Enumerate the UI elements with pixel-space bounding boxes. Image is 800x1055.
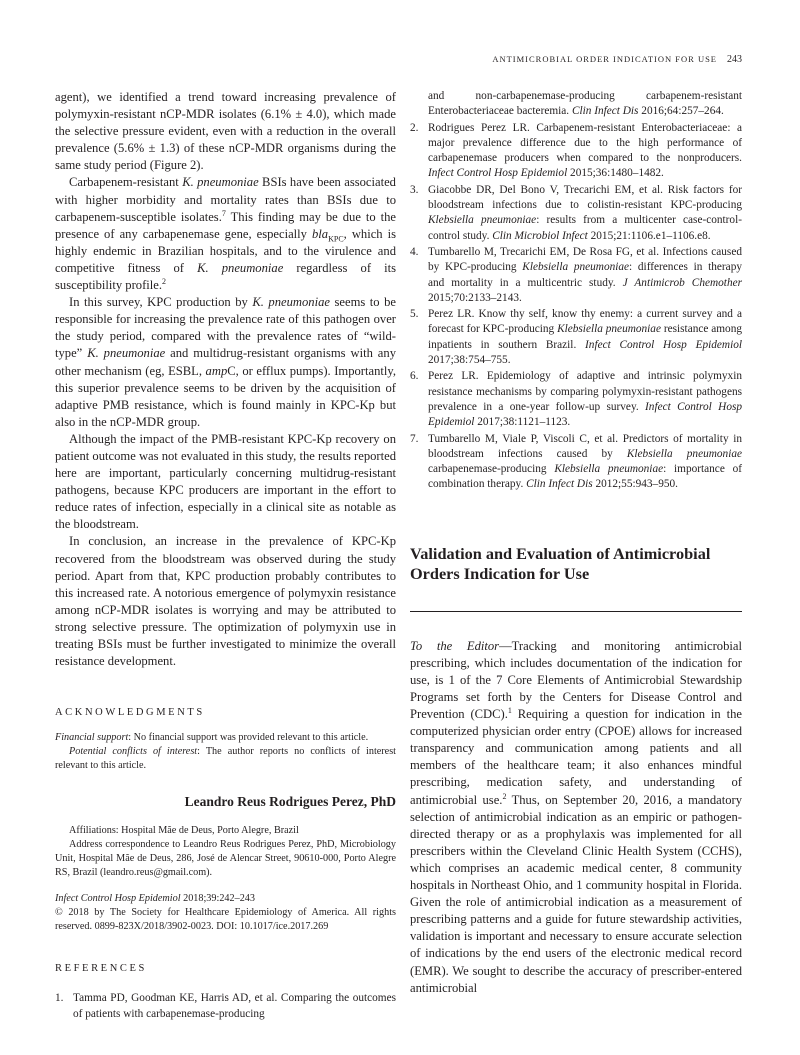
text-run: : The author reports no conflicts of interest relevant to this article. (55, 746, 397, 772)
text-run: 1 (507, 705, 512, 715)
reference-item: 3. Giacobbe DR, Del Bono V, Trecarichi EM, et al. Risk factors for bloodstream infections due to colistin-resistant KPC-producing Klebsiella pneumoniae: results from a multicenter case-control-control study. Clin Microbiol Infect 2015;21:1106.e1–1106.e8. (410, 183, 742, 242)
text-run: Rodrigues Perez LR. Carbapenem-resistant Enterobacteriaceae: a major prevalence difference due to the high performance of carbapenemase producers when compared to the nonproducers. (428, 121, 742, 165)
text-run: resistance among inpatients in southern Brazil. (428, 323, 742, 351)
right-column (410, 89, 742, 997)
body-paragraph (55, 431, 396, 534)
text-run: : importance of combination therapy. (428, 463, 743, 491)
journal-citation (55, 892, 396, 906)
acknowledgments-heading: ACKNOWLEDGMENTS (55, 707, 205, 719)
text-run: and non-carbapenemase-producing carbapenem-resistant Enterobacteriaceae bacteremia. (428, 90, 742, 118)
letter-body (410, 638, 742, 997)
text-run: Clin Infect Dis (571, 105, 639, 118)
body-paragraph (55, 294, 396, 431)
text-run: agent), we identified a trend toward increasing prevalence of polymyxin-resistant nCP-MDR isolates (6.1% ± 4.0), which made the selective pressure evident, even with a reduction in the overall prevalence (5.6% ± 1.3) of these nCP-MDR organisms during the same study period (Figure 2). (55, 90, 396, 173)
text-run: Requiring a question for indication in the computerized physician order entry (CPOE) allows for increased transparency and communication among patients and all members of the healthcare team; it also enhances mindful prescribing, medication safety, and understanding of antimicrobial use. (410, 707, 742, 807)
body-paragraph (55, 89, 396, 174)
text-run: © 2018 by The Society for Healthcare Epidemiology of America. All rights reserved. 0899-823X/2018/3902-0023. DOI: 10.1017/ice.2017.269 (55, 907, 396, 933)
text-run: To the Editor (410, 638, 500, 653)
affiliations (55, 824, 396, 838)
text-run: Infect Control Hosp Epidemiol (585, 338, 742, 351)
left-column (55, 89, 396, 1023)
text-run: K. pneumoniae (197, 260, 284, 275)
text-run: : No financial support was provided relevant to this article. (128, 732, 369, 744)
text-run: Clin Infect Dis (526, 478, 593, 491)
reference-item: 4. Tumbarello M, Trecarichi EM, De Rosa FG, et al. Infections caused by KPC-producing Klebsiella pneumoniae: differences in therapy and mortality in a multicentric study. J Antimicrob Chemother 2015;70:2133–2143. (410, 245, 743, 304)
author-name: Leandro Reus Rodrigues Perez, PhD (184, 794, 396, 810)
title-divider (410, 611, 742, 612)
text-run: Klebsiella pneumoniae (557, 323, 661, 336)
text-run: Infect Control Hosp Epidemiol (428, 400, 743, 429)
reference-text (73, 992, 396, 1019)
text-run: : differences in therapy and mortality in a multicentric study. (428, 261, 742, 289)
text-run: Affiliations: Hospital Mãe de Deus, Porto Alegre, Brazil (69, 825, 299, 837)
text-run: regardless of its susceptibility profile. (55, 260, 396, 293)
text-run: Financial support (55, 732, 129, 744)
text-run: Potential conflicts of interest (69, 746, 198, 758)
copyright (55, 906, 396, 934)
text-run: In this survey, KPC production by (69, 295, 253, 310)
text-run: K. pneumoniae (252, 295, 330, 310)
reference-item: 6. Perez LR. Epidemiology of adaptive and intrinsic polymyxin resistance mechanisms by comparing polymyxin-resistant pathogens prevalence in a one-year follow-up survey. Infect Control Hosp Epidemiol 2017;38:1121–1123. (410, 370, 743, 429)
text-run: Address correspondence to Leandro Reus Rodrigues Perez, PhD, Microbiology Unit, Hospital Mãe de Deus, 286, José de Alencar Street, 90610-000, Porto Alegre RS, Brazil (leandro.reus@gmail.com). (55, 839, 396, 879)
text-run: Giacobbe DR, Del Bono V, Trecarichi EM, et al. Risk factors for bloodstream infections due to colistin-resistant KPC-producing (428, 183, 742, 212)
reference-item: 1. Tamma PD, Goodman KE, Harris AD, et al. Comparing the outcomes of patients with carbapenemase-producing (55, 992, 396, 1020)
body-paragraph (55, 533, 396, 670)
references-heading: REFERENCES (55, 963, 147, 975)
text-run: carbapenemase-producing (428, 463, 555, 476)
text-run: bla (312, 226, 329, 241)
text-run: Although the impact of the PMB-resistant KPC-Kp recovery on patient outcome was not evaluated in this study, the results reported here are important, particularly concerning multidrug-resistant pathogens, because KPC producers are important in the effort to reduce rates of infection, especially in a clinical site as notable as the bloodstream. (55, 431, 396, 532)
conflicts-of-interest (55, 745, 396, 773)
reference-item-continued (410, 89, 742, 120)
running-header (492, 54, 742, 65)
text-run: seems to be responsible for increasing the prevalence rate of this pathogen over the study period, compared with the prevalence rates of “wild-type” (55, 295, 396, 361)
text-run: Klebsiella pneumoniae (554, 463, 664, 476)
reference-item: 7. Tumbarello M, Viale P, Viscoli C, et al. Predictors of mortality in bloodstream infections caused by Klebsiella pneumoniae carbapenemase-producing Klebsiella pneumoniae: importance of combination therapy. Clin Infect Dis 2012;55:943–950. (410, 432, 743, 491)
text-run: 2 (162, 276, 167, 286)
financial-support (55, 731, 396, 745)
text-run: 2015;36:1480–1482. (567, 167, 664, 180)
text-run: Clin Microbiol Infect (492, 229, 588, 242)
reference-item: 5. Perez LR. Know thy self, know thy enemy: a current survey and a forecast for KPC-producing Klebsiella pneumoniae resistance among inpatients in southern Brazil. Infect Control Hosp Epidemiol 2017;38:754–755. (410, 308, 742, 367)
text-run: Klebsiella pneumoniae (428, 214, 537, 227)
text-run: In conclusion, an increase in the prevalence of KPC-Kp recovered from the bloodstream was observed during the study period. Apart from that, KPC production probably contributes to this increased rate. A notorious emergence of polymyxin resistance among nCP-MDR isolates is worrying and may be attributed to strong selective pressure. The optimization of polymyxin use in treating BSIs must be further investigated to minimize the overall resistance development. (55, 534, 396, 669)
text-run: K. pneumoniae (87, 346, 166, 361)
text-run: Thus, on September 20, 2016, a mandatory selection of antimicrobial indication as an empiric or pathogen-directed therapy or as a prophylaxis was implemented for all prescribers within the Cleveland Clinic Health System (CCHS), which comprises an academic medical center, 8 community hospitals in Northeast Ohio, and 1 community hospital in Florida. Given the role of antimicrobial indication as a measurement of prescribing patterns and a guide for future stewardship activities, validation is important and necessary to ensure accurate selection of indications by the end users of the electronic medical record (EMR). We sought to describe the accuracy of prescriber-entered antimicrobial (410, 792, 742, 995)
text-run: Klebsiella pneumoniae (626, 447, 742, 460)
text-run: 2017;38:754–755. (428, 354, 511, 367)
text-run: : results from a multicenter case-control-control study. (428, 214, 742, 242)
text-run: Infect Control Hosp Epidemiol (55, 893, 181, 905)
text-run: , which is highly endemic in Brazilian hospitals, and to the virulence and competitive fitness of (55, 226, 397, 275)
text-run: 2018;39:242–243 (180, 893, 255, 905)
text-run: KPC (328, 234, 344, 244)
running-title: ANTIMICROBIAL ORDER INDICATION FOR USE (492, 54, 717, 64)
correspondence-address (55, 838, 396, 880)
text-run: Carbapenem-resistant (69, 175, 183, 190)
page-number: 243 (727, 54, 742, 65)
reference-item: 2. Rodrigues Perez LR. Carbapenem-resistant Enterobacteriaceae: a major prevalence difference due to the high performance of carbapenemase producers when compared to the nonproducers. Infect Control Hosp Epidemiol 2015;36:1480–1482. (410, 121, 742, 180)
text-run: Klebsiella pneumoniae (522, 261, 630, 274)
body-paragraph (55, 174, 396, 294)
text-run: amp (205, 363, 228, 378)
text-run: C, or efflux pumps). Importantly, this superior prevalence seems to be driven by the acquisition of adaptive PMB resistance, which is found mainly in KPC-Kp but also in the nCP-MDR group. (55, 363, 396, 429)
text-run: Tumbarello M, Viale P, Viscoli C, et al. Predictors of mortality in bloodstream infections caused by (428, 432, 742, 460)
text-run: J Antimicrob Chemother (622, 276, 743, 289)
text-run: Infect Control Hosp Epidemiol (428, 167, 568, 180)
text-run: Perez LR. Know thy self, know thy enemy: a current survey and a forecast for KPC-producing (428, 308, 742, 336)
text-run: 7 (221, 208, 226, 218)
text-run: K. pneumoniae (182, 175, 259, 190)
article-title: Validation and Evaluation of Antimicrobial Orders Indication for Use (410, 543, 711, 583)
text-run: Perez LR. Epidemiology of adaptive and intrinsic polymyxin resistance mechanisms by comparing polymyxin-resistant pathogens prevalence in a one-year follow-up survey. (428, 370, 742, 413)
text-run: BSIs have been associated with higher morbidity and mortality rates than BSIs due to carbapenem-susceptible isolates. (55, 175, 396, 224)
text-run: —Tracking and monitoring antimicrobial prescribing, which includes documentation of the indication for use, is 1 of the 7 Core Elements of Antimicrobial Stewardship Programs set forth by the Centers for Disease Control and Prevention (CDC). (410, 638, 742, 722)
reference-text (428, 90, 742, 117)
text-run: and multidrug-resistant organisms with any other mechanism (eg, ESBL, (55, 346, 396, 378)
text-run: 2015;21:1106.e1–1106.e8. (587, 229, 711, 242)
text-run: 2012;55:943–950. (592, 478, 678, 491)
text-run: 2015;70:2133–2143. (428, 291, 522, 304)
text-run: 2 (502, 791, 507, 801)
text-run: 2017;38:1121–1123. (474, 416, 571, 429)
text-run: Tumbarello M, Trecarichi EM, De Rosa FG, et al. Infections caused by KPC-producing (428, 245, 742, 274)
text-run: This finding may be due to the presence of any carbapenemase gene, especially (55, 209, 396, 241)
text-run: 2016;64:257–264. (638, 105, 724, 118)
text-run: Tamma PD, Goodman KE, Harris AD, et al. Comparing the outcomes of patients with carbapenemase-producing (73, 992, 396, 1020)
